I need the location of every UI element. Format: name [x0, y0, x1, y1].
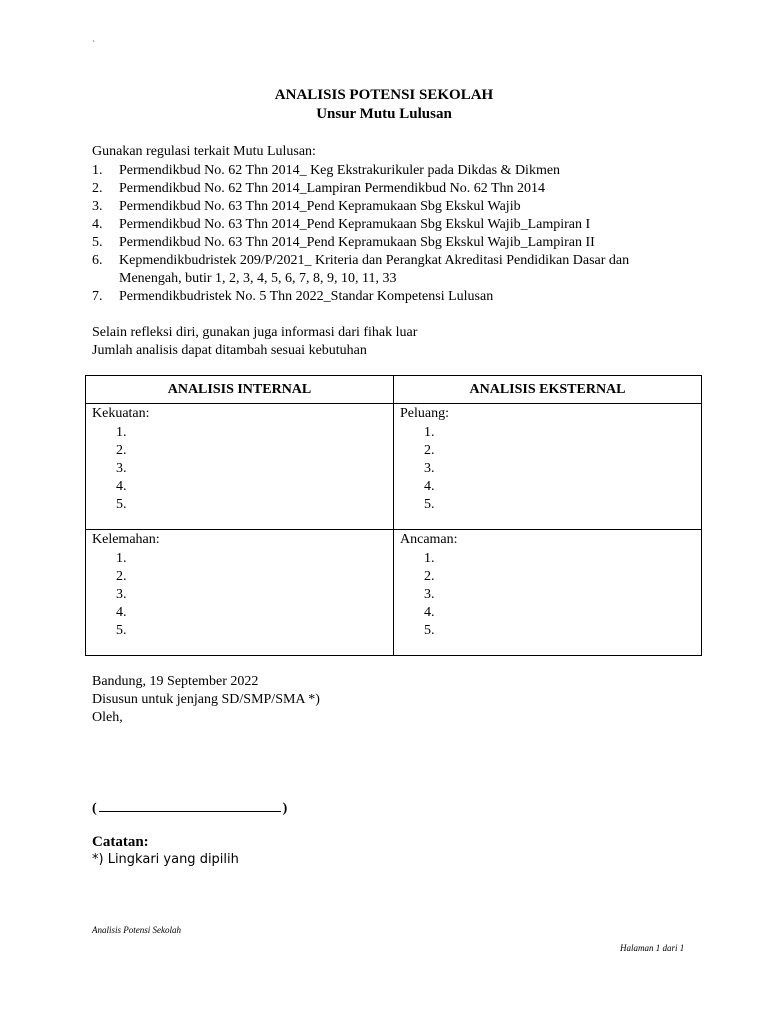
weaknesses-list [116, 550, 127, 640]
list-item: 7. Permendikbudristek No. 5 Thn 2022_Standar Kompetensi Lulusan [92, 289, 494, 304]
prepared-by: Oleh, [92, 710, 123, 725]
list-item: 1. [116, 425, 127, 440]
list-item: 6. Kepmendikbudristek 209/P/2021_ Kriteria dan Perangkat Akreditasi Pendidikan Dasar dan Menengah, butir 1, 2, 3, 4, 5, 6, 7, 8, 9, 10, 11, 33 [92, 253, 630, 286]
list-item: 5. [424, 623, 435, 638]
strengths-label: Kekuatan: [92, 406, 150, 421]
strengths-cell [86, 404, 394, 530]
list-item: 5. [116, 623, 127, 638]
swot-table [85, 375, 702, 656]
page-title: ANALISIS POTENSI SEKOLAH [274, 87, 494, 103]
list-item: 4. [424, 479, 435, 494]
footer-document-name: Analisis Potensi Sekolah [92, 925, 181, 935]
threats-label: Ancaman: [400, 532, 458, 547]
place-date: Bandung, 19 September 2022 [92, 674, 259, 689]
list-item: 4. Permendikbud No. 63 Thn 2014_Pend Kepramukaan Sbg Ekskul Wajib_Lampiran I [92, 217, 591, 232]
list-item: 3. [424, 587, 435, 602]
list-item: 5. [116, 497, 127, 512]
internal-analysis-header: ANALISIS INTERNAL [86, 376, 394, 404]
signature-blank [99, 798, 281, 812]
strengths-list [116, 424, 127, 514]
notes-text: *) Lingkari yang dipilih [92, 852, 239, 867]
page-subtitle: Unsur Mutu Lulusan [316, 106, 452, 122]
opportunities-cell [394, 404, 702, 530]
weaknesses-cell [86, 530, 394, 656]
list-item: 4. [116, 605, 127, 620]
list-item: 3. [116, 461, 127, 476]
list-item: 3. [424, 461, 435, 476]
list-item: 1. [424, 551, 435, 566]
list-item: 2. Permendikbud No. 62 Thn 2014_Lampiran Permendikbud No. 62 Thn 2014 [92, 181, 546, 196]
opportunities-label: Peluang: [400, 406, 449, 421]
list-item: 5. [424, 497, 435, 512]
school-level: Disusun untuk jenjang SD/SMP/SMA *) [92, 692, 320, 707]
list-item: 3. Permendikbud No. 63 Thn 2014_Pend Kepramukaan Sbg Ekskul Wajib [92, 199, 521, 214]
list-item: 2. [116, 443, 127, 458]
regulation-list [92, 162, 692, 306]
list-item: 3. [116, 587, 127, 602]
note-line-1: Selain refleksi diri, gunakan juga informasi dari fihak luar [92, 325, 418, 340]
threats-list [424, 550, 435, 640]
list-item: 1. [424, 425, 435, 440]
signature-close-paren: ) [282, 801, 288, 816]
stray-mark: ` [92, 40, 96, 51]
list-item: 4. [116, 479, 127, 494]
list-item: 1. Permendikbud No. 62 Thn 2014_ Keg Ekstrakurikuler pada Dikdas & Dikmen [92, 163, 561, 178]
weaknesses-label: Kelemahan: [92, 532, 160, 547]
intro-text: Gunakan regulasi terkait Mutu Lulusan: [92, 144, 316, 159]
list-item: 5. Permendikbud No. 63 Thn 2014_Pend Kepramukaan Sbg Ekskul Wajib_Lampiran II [92, 235, 595, 250]
opportunities-list [424, 424, 435, 514]
notes-heading: Catatan: [92, 834, 149, 850]
list-item: 1. [116, 551, 127, 566]
list-item: 2. [424, 569, 435, 584]
list-item: 4. [424, 605, 435, 620]
external-analysis-header: ANALISIS EKSTERNAL [394, 376, 702, 404]
list-item: 2. [116, 569, 127, 584]
note-line-2: Jumlah analisis dapat ditambah sesuai kebutuhan [92, 343, 367, 358]
signature-line [92, 798, 287, 817]
footer-page-number: Halaman 1 dari 1 [620, 943, 685, 953]
threats-cell [394, 530, 702, 656]
list-item: 2. [424, 443, 435, 458]
signature-open-paren: ( [92, 801, 97, 816]
